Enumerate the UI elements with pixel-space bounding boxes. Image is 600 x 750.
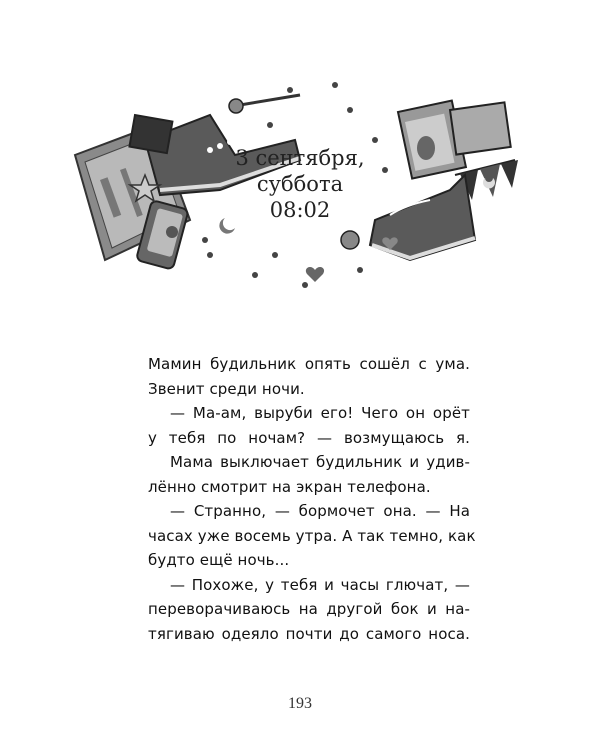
- pencil-icon: [229, 95, 300, 113]
- body-text: [148, 352, 476, 646]
- page-number: 193: [288, 695, 312, 712]
- text-line: переворачиваюсь на другой бок и на-: [148, 600, 470, 618]
- sketchbook-icon: [450, 102, 511, 154]
- photo-icon: [129, 115, 172, 153]
- text-line: лённо смотрит на экран телефона.: [148, 477, 431, 496]
- text-line: — Странно, — бормочет она. — На: [170, 502, 470, 520]
- text-line: тягиваю одеяло почти до самого носа.: [148, 624, 470, 643]
- heart-icon: [306, 267, 324, 282]
- heading-time: 08:02: [269, 198, 331, 222]
- text-line: Мама выключает будильник и удив-: [170, 453, 470, 471]
- heading-date: 3 сентября,: [235, 146, 365, 170]
- text-line: Звенит среди ночи.: [148, 379, 305, 398]
- chapter-heading: [210, 145, 390, 223]
- text-line: будто ещё ночь...: [148, 551, 290, 569]
- heading-day: суббота: [256, 172, 344, 196]
- text-line: Мамин будильник опять сошёл с ума.: [148, 355, 470, 373]
- text-line: у тебя по ночам? — возмущаюсь я.: [148, 428, 470, 447]
- text-line: — Похоже, у тебя и часы глючат, —: [170, 575, 470, 594]
- text-line: — Ма-ам, выруби его! Чего он орёт: [170, 404, 470, 422]
- text-line: часах уже восемь утра. А так темно, как: [148, 526, 476, 545]
- thread-spool-icon: [341, 231, 359, 249]
